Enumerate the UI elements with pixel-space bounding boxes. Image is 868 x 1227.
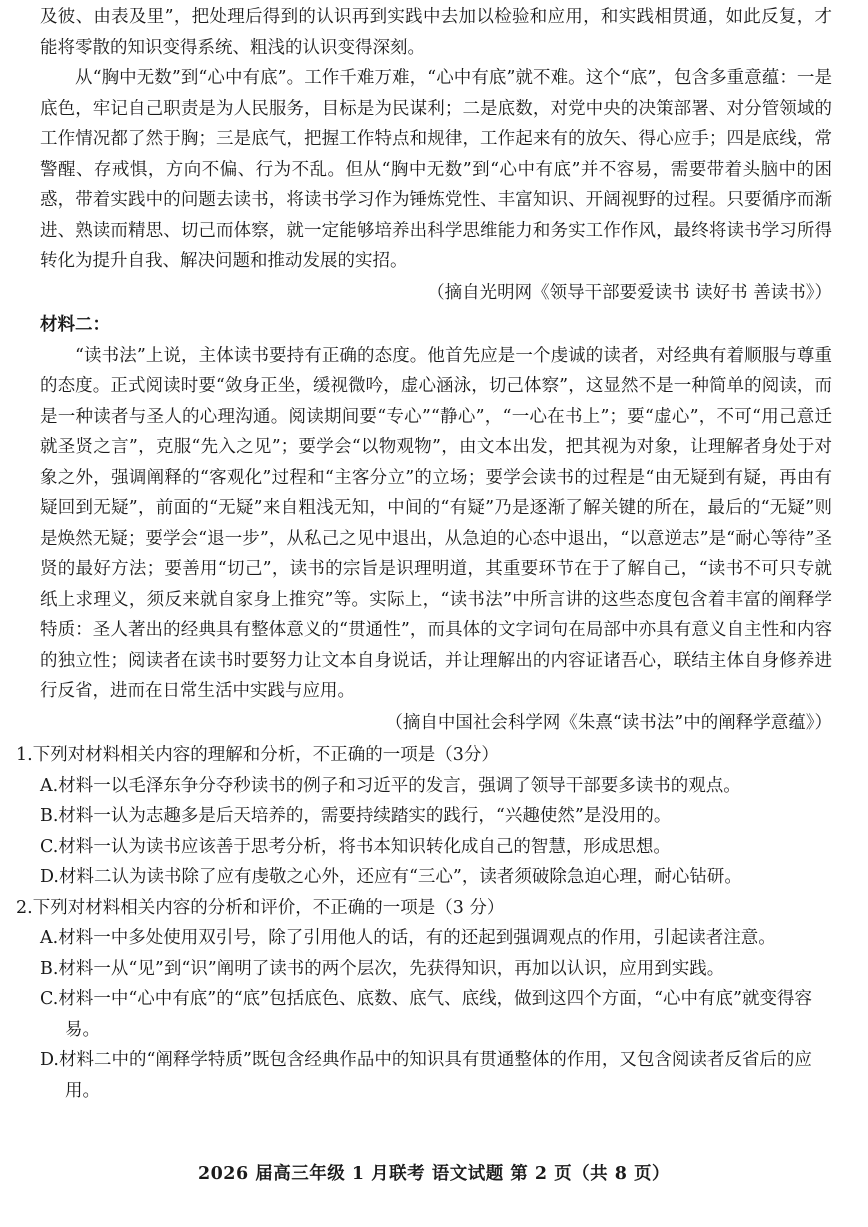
option-d: D.材料二中的“阐释学特质”既包含经典作品中的知识具有贯通整体的作用，又包含阅读者反省后的应用。 xyxy=(40,1050,812,1101)
material1-paragraph-main: 从“胸中无数”到“心中有底”。工作千难万难，“心中有底”就不难。这个“底”，包含多重意蕴：一是底色，牢记自己职责是为人民服务，目标是为民谋利；二是底数，对党中央的决策部署、对分管领域的工作情况都了然于胸；三是底气，把握工作特点和规律，工作起来有的放矢、得心应手；四是底线，常警醒、存戒惧，方向不偏、行为不乱。但从“胸中无数”到“心中有底”并不容易，需要带着头脑中的困惑，带着实践中的问题去读书，将读书学习作为锤炼党性、丰富知识、开阔视野的过程。只要循序而渐进、熟读而精思、切己而体察，就一定能够培养出科学思维能力和务实工作作风，最终将读书学习所得转化为提升自我、解决问题和推动发展的实招。 xyxy=(40,68,832,271)
question-stem: 2.下列对材料相关内容的分析和评价，不正确的一项是（3 分） xyxy=(16,897,505,918)
question-2 xyxy=(16,893,832,1107)
question-stem: 1.下列对材料相关内容的理解和分析，不正确的一项是（3分） xyxy=(16,745,499,765)
option-c: C.材料一中“心中有底”的“底”包括底色、底数、底气、底线，做到这四个方面，“心中有底”就变得容易。 xyxy=(40,989,813,1040)
option-d: D.材料二认为读书除了应有虔敬之心外，还应有“三心”，读者须破除急迫心理，耐心钻研。 xyxy=(40,867,742,887)
material2-heading: 材料二： xyxy=(40,315,110,335)
option-a: A.材料一以毛泽东争分夺秒读书的例子和习近平的发言，强调了领导干部要多读书的观点。 xyxy=(40,775,741,796)
option-c: C.材料一认为读书应该善于思考分析，将书本知识转化成自己的智慧，形成思想。 xyxy=(40,836,671,857)
page-footer: 2026 届高三年级 1 月联考 语文试题 第 2 页（共 8 页） xyxy=(197,1164,671,1184)
option-b: B.材料一从“见”到“识”阐明了读书的两个层次，先获得知识，再加以认识，应用到实践。 xyxy=(40,958,725,979)
material2-source: （摘自中国社会科学网《朱熹“读书法”中的阐释学意蕴》） xyxy=(385,712,832,733)
material2-paragraph: “读书法”上说，主体读书要持有正确的态度。他首先应是一个虔诚的读者，对经典有着顺服与尊重的态度。正式阅读时要“敛身正坐，缓视微吟，虚心涵泳，切己体察”，这显然不是一种简单的阅读，而是一种读者与圣人的心理沟通。阅读期间要“专心”“静心”，“一心在书上”；要“虚心”，不可“用己意迁就圣贤之言”，克服“先入之见”；要学会“以物观物”，由文本出发，把其视为对象，让理解者身处于对象之外，强调阐释的“客观化”过程和“主客分立”的立场；要学会读书的过程是“由无疑到有疑，再由有疑回到无疑”，前面的“无疑”来自粗浅无知，中间的“有疑”乃是逐渐了解关键的所在，最后的“无疑”则是焕然无疑；要学会“退一步”，从私己之见中退出，从急迫的心态中退出，“以意逆志”是“耐心等待”圣贤的最好方法；要善用“切己”，读书的宗旨是识理明道，其重要环节在于了解自己，“读书不可只专就纸上求理义，须反来就自家身上推究”等。实际上，“读书法”中所言讲的这些态度包含着丰富的阐释学特质：圣人著出的经典具有整体意义的“贯通性”，而具体的文字词句在局部中亦具有意义自主性和内容的独立性；阅读者在读书时要努力让文本自身说话，并让理解出的内容证诸吾心，联结主体自身修养进行反省，进而在日常生活中实践与应用。 xyxy=(40,345,832,701)
option-a: A.材料一中多处使用双引号，除了引用他人的话，有的还起到强调观点的作用，引起读者注意。 xyxy=(40,928,776,948)
question-1 xyxy=(16,740,832,893)
material1-paragraph-continued: 及彼、由表及里”，把处理后得到的认识再到实践中去加以检验和应用，和实践相贯通，如此反复，才能将零散的知识变得系统、粗浅的认识变得深刻。 xyxy=(40,7,832,58)
option-b: B.材料一认为志趣多是后天培养的，需要持续踏实的践行，“兴趣使然”是没用的。 xyxy=(40,806,672,826)
material1-source: （摘自光明网《领导干部要爱读书 读好书 善读书》） xyxy=(427,282,832,303)
exam-page xyxy=(16,2,832,1106)
